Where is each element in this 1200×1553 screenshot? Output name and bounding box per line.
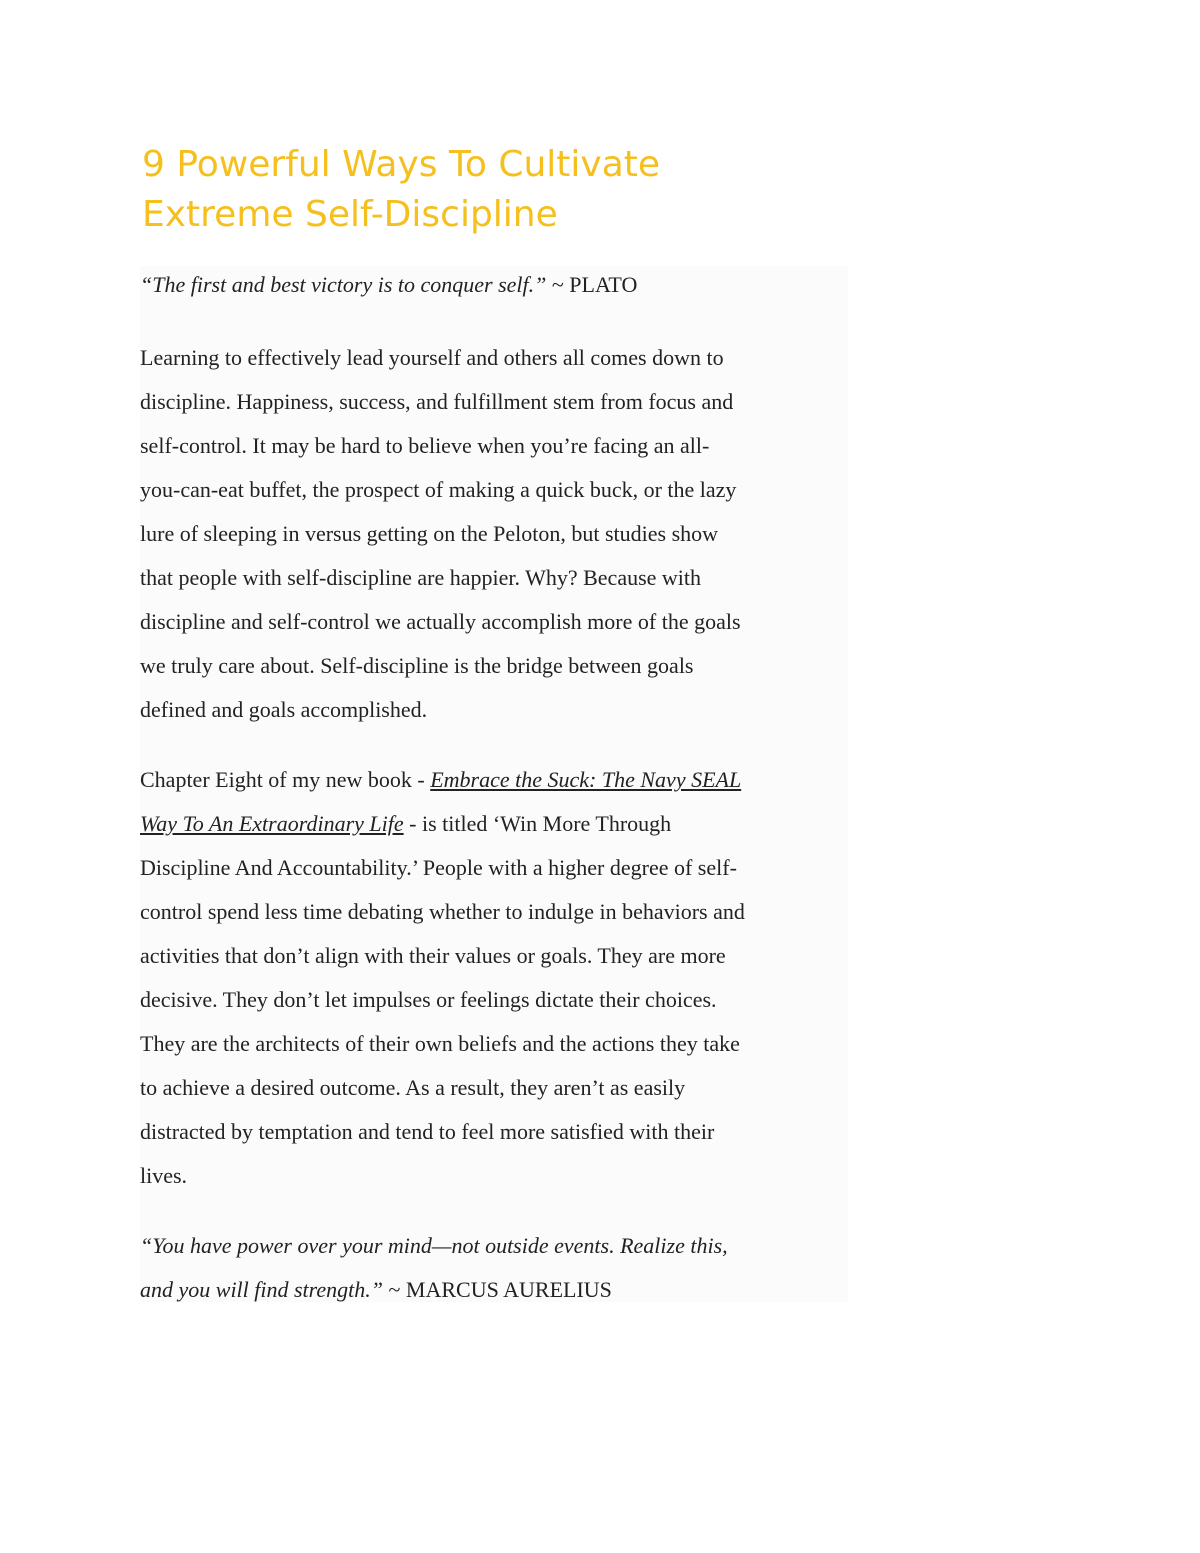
chapter-title-text: - is titled ‘Win More Through [403, 811, 672, 836]
book-title-link[interactable]: Way To An Extraordinary Life [140, 811, 404, 836]
paragraph-line: defined and goals accomplished. [140, 697, 428, 722]
article-title [142, 140, 842, 240]
title-line: Extreme Self-Discipline [142, 194, 558, 235]
paragraph-line: They are the architects of their own beliefs and the actions they take [140, 1031, 740, 1056]
closing-quote-text: and you will find strength.” [140, 1277, 384, 1302]
opening-quote-attribution: ~ PLATO [546, 272, 638, 297]
closing-quote-line: “You have power over your mind—not outside events. Realize this, [140, 1233, 728, 1258]
article-body [140, 266, 848, 1302]
paragraph-line: you-can-eat buffet, the prospect of making a quick buck, or the lazy [140, 477, 737, 502]
intro-paragraph [140, 336, 848, 732]
closing-quote [140, 1224, 848, 1312]
paragraph-line [140, 758, 848, 802]
paragraph-line: control spend less time debating whether to indulge in behaviors and [140, 899, 745, 924]
closing-quote-attribution: ~ MARCUS AURELIUS [383, 1277, 612, 1302]
paragraph-line: discipline. Happiness, success, and fulfillment stem from focus and [140, 389, 734, 414]
paragraph-line: self-control. It may be hard to believe when you’re facing an all- [140, 433, 710, 458]
paragraph-line: that people with self-discipline are happier. Why? Because with [140, 565, 702, 590]
paragraph-line: to achieve a desired outcome. As a result, they aren’t as easily [140, 1075, 686, 1100]
paragraph-line [140, 802, 848, 846]
paragraph-line: we truly care about. Self-discipline is the bridge between goals [140, 653, 694, 678]
paragraph-line: decisive. They don’t let impulses or feelings dictate their choices. [140, 987, 717, 1012]
paragraph-line: lives. [140, 1163, 188, 1188]
paragraph-line: distracted by temptation and tend to feel more satisfied with their [140, 1119, 715, 1144]
paragraph-line: Learning to effectively lead yourself and others all comes down to [140, 345, 724, 370]
opening-quote-text: “The first and best victory is to conquer self.” [140, 272, 547, 297]
closing-quote-line [140, 1268, 848, 1312]
paragraph-line: discipline and self-control we actually accomplish more of the goals [140, 609, 741, 634]
book-intro-text: Chapter Eight of my new book - [140, 767, 431, 792]
book-paragraph [140, 758, 848, 1198]
paragraph-line: Discipline And Accountability.’ People with a higher degree of self- [140, 855, 737, 880]
opening-quote [140, 266, 848, 302]
title-line: 9 Powerful Ways To Cultivate [142, 144, 661, 185]
book-title-link[interactable]: Embrace the Suck: The Navy SEAL [430, 767, 742, 792]
paragraph-line: activities that don’t align with their values or goals. They are more [140, 943, 726, 968]
paragraph-line: lure of sleeping in versus getting on the Peloton, but studies show [140, 521, 719, 546]
